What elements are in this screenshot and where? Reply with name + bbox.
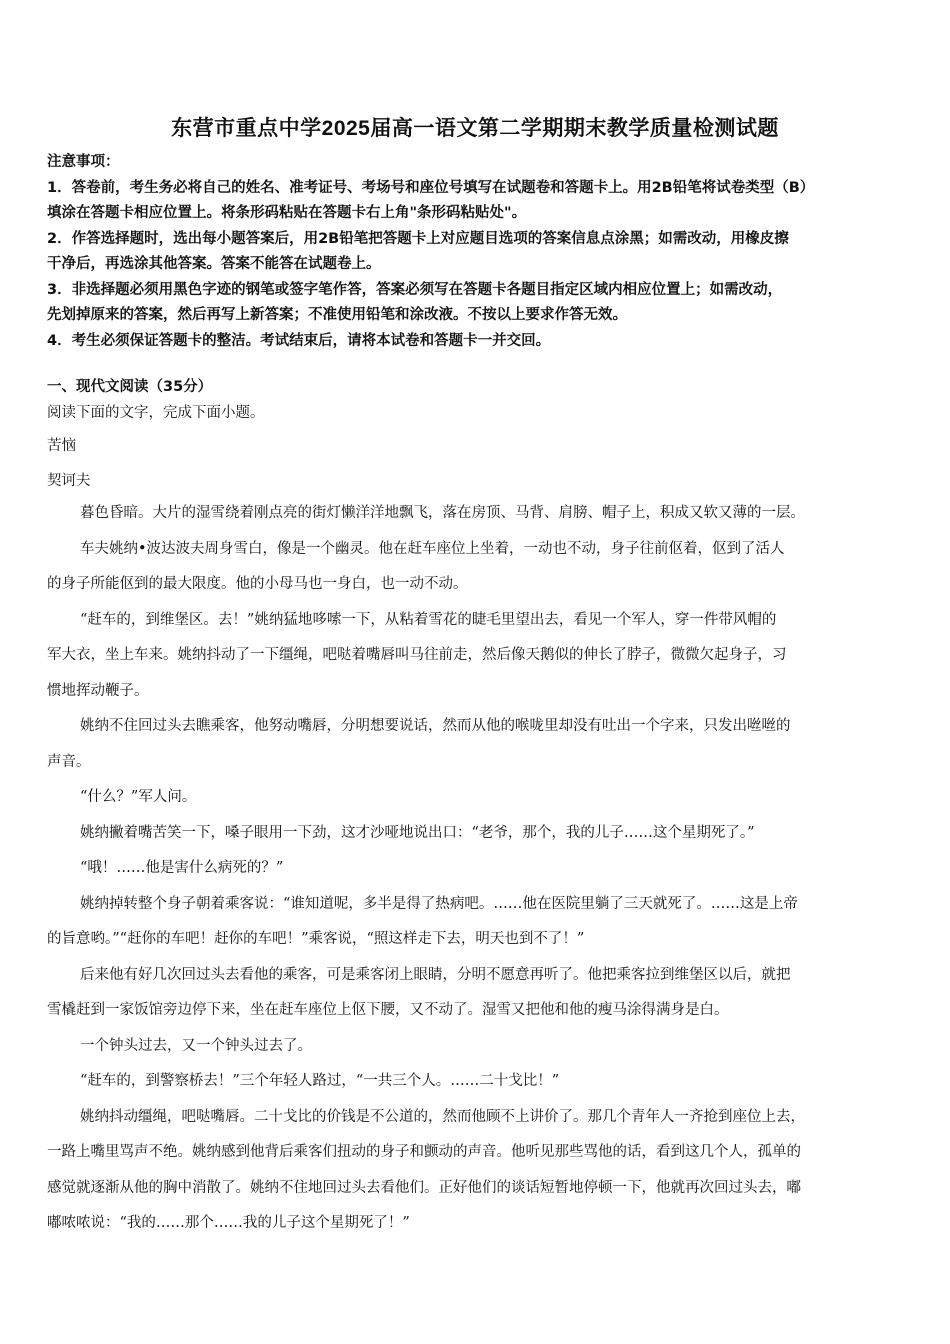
notice-line: 3．非选择题必须用黑色字迹的钢笔或签字笔作答，答案必须写在答题卡各题目指定区域内相应位置上；如需改动， [47,281,783,298]
section-heading: 一、现代文阅读（35分） [47,379,213,395]
story-line: “赶车的，到警察桥去！”三个年轻人路过，“一共三个人。……二十戈比！” [80,1073,560,1089]
story-line: 的旨意哟。”“赶你的车吧！赶你的车吧！”乘客说，“照这样走下去，明天也到不了！” [47,931,585,947]
story-line: “哦！……他是害什么病死的？” [80,860,284,876]
notice-line: 2．作答选择题时，选出每小题答案后，用2B铅笔把答题卡上对应题目选项的答案信息点涂黑；如需改动，用橡皮擦 [47,230,789,247]
exam-title: 东营市重点中学2025届高一语文第二学期期末教学质量检测试题 [171,117,779,140]
reading-instruction: 阅读下面的文字，完成下面小题。 [47,405,265,421]
notice-heading: 注意事项： [47,154,120,170]
story-line: 声音。 [47,753,91,770]
passage-body [47,496,905,1242]
passage-title: 苦恼 [47,438,76,454]
story-line: “赶车的，到维堡区。去！”姚纳猛地哆嗦一下，从粘着雪花的睫毛里望出去，看见一个军人，穿一件带风帽的 [80,611,777,628]
passage-author: 契诃夫 [47,473,91,489]
notice-line: 4．考生必须保证答题卡的整洁。考试结束后，请将本试卷和答题卡一并交回。 [47,332,551,349]
notice-line: 干净后，再选涂其他答案。答案不能答在试题卷上。 [47,256,381,272]
story-line: 的身子所能伛到的最大限度。他的小母马也一身白，也一动不动。 [47,576,468,592]
story-line: 暮色昏暗。大片的湿雪绕着刚点亮的街灯懒洋洋地飘飞，落在房顶、马背、肩膀、帽子上，积成又软又薄的一层。 [80,505,805,521]
story-line: 嘟哝哝说：“我的……那个……我的儿子这个星期死了！” [47,1215,410,1231]
story-line: 姚纳不住回过头去瞧乘客，他努动嘴唇，分明想要说话，然而从他的喉咙里却没有吐出一个字来，只发出咝咝的 [80,718,791,734]
story-line: 姚纳抖动缰绳，吧哒嘴唇。二十戈比的价钱是不公道的，然而他顾不上讲价了。那几个青年人一齐抢到座位上去， [80,1108,805,1125]
story-line: 后来他有好几次回过头去看他的乘客，可是乘客闭上眼睛，分明不愿意再听了。他把乘客拉到维堡区以后，就把 [80,966,791,983]
notice-block [47,150,905,354]
story-line: “什么？”军人问。 [80,789,197,805]
notice-line: 先划掉原来的答案，然后再写上新答案；不准使用铅笔和涂改液。不按以上要求作答无效。 [47,307,627,323]
notice-line: 1．答卷前，考生务必将自己的姓名、准考证号、考场号和座位号填写在试题卷和答题卡上。用2B铅笔将试卷类型（B） [47,179,815,196]
story-line: 惯地挥动鞭子。 [47,682,149,699]
notice-line: 填涂在答题卡相应位置上。将条形码粘贴在答题卡右上角"条形码粘贴处"。 [47,205,527,221]
story-line: 一个钟头过去，又一个钟头过去了。 [80,1037,312,1054]
story-line: 雪橇赶到一家饭馆旁边停下来，坐在赶车座位上伛下腰，又不动了。湿雪又把他和他的瘦马涂得满身是白。 [47,1002,729,1018]
story-line: 姚纳撇着嘴苦笑一下，嗓子眼用一下劲，这才沙哑地说出口：“老爷，那个，我的儿子……这个星期死了。” [80,824,755,841]
story-line: 一路上嘴里骂声不绝。姚纳感到他背后乘客们扭动的身子和颤动的声音。他听见那些骂他的话，看到这几个人，孤单的 [47,1144,801,1160]
story-line: 感觉就逐渐从他的胸中消散了。姚纳不住地回过头去看他们。正好他们的谈话短暂地停顿一下，他就再次回过头去，嘟 [47,1179,801,1196]
story-line: 车夫姚纳•波达波夫周身雪白，像是一个幽灵。他在赶车座位上坐着，一动也不动，身子往前伛着，伛到了活人 [80,540,785,557]
story-line: 姚纳掉转整个身子朝着乘客说：“谁知道呢，多半是得了热病吧。……他在医院里躺了三天就死了。……这是上帝 [80,895,798,912]
story-line: 军大衣，坐上车来。姚纳抖动了一下缰绳，吧哒着嘴唇叫马往前走，然后像天鹅似的伸长了脖子，微微欠起身子，习 [47,647,787,663]
